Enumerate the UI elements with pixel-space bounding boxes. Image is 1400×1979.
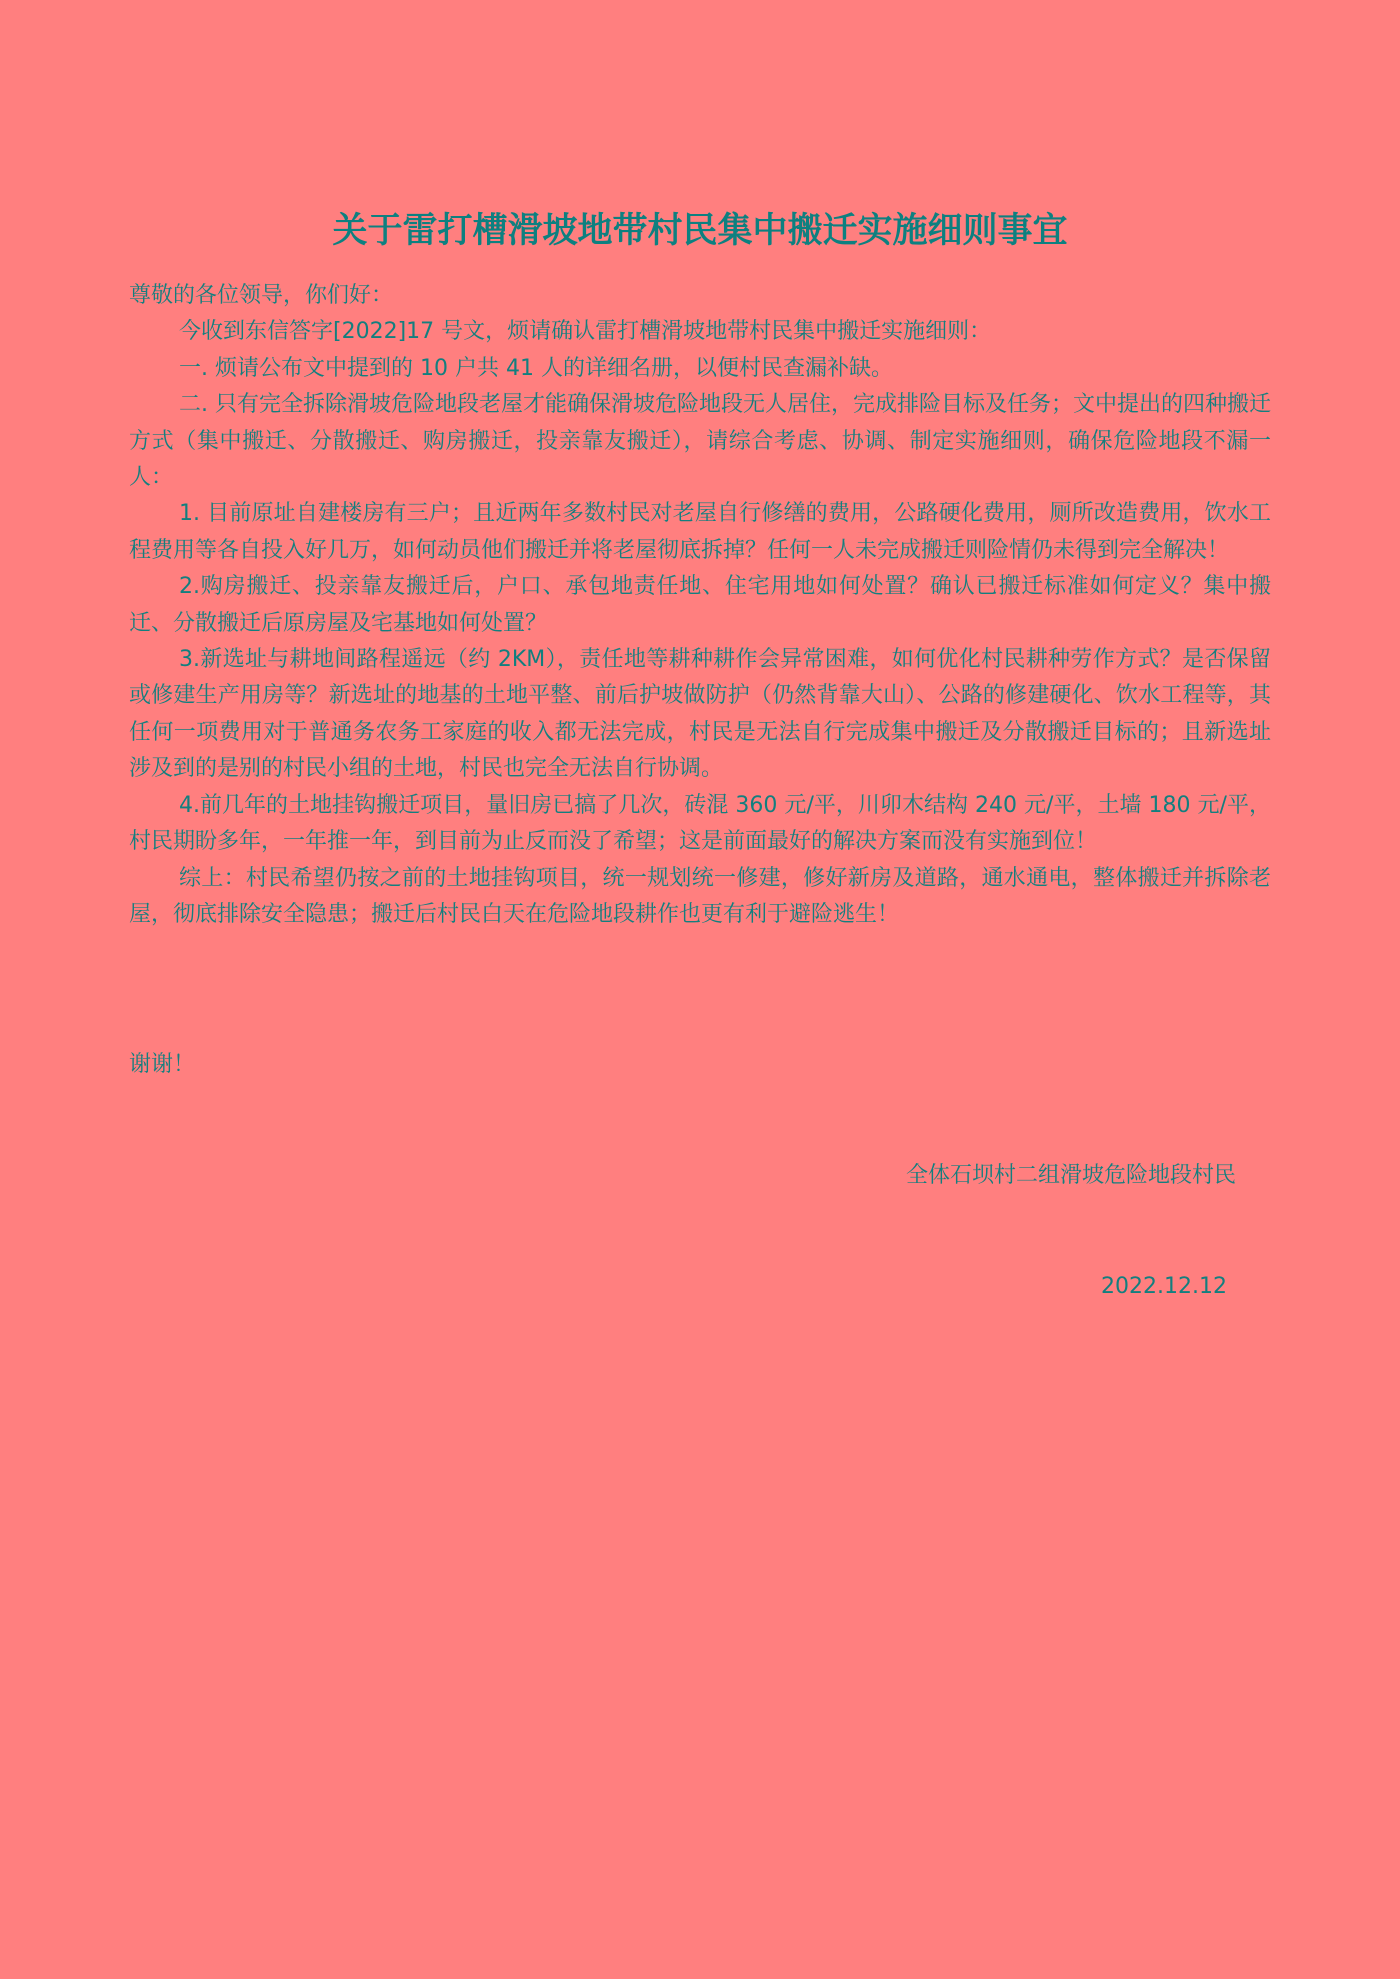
paragraph-point-one: 一. 烦请公布文中提到的 10 户共 41 人的详细名册，以便村民查漏补缺。: [179, 355, 893, 381]
signature: 全体石坝村二组滑坡危险地段村民: [905, 1163, 1236, 1188]
document-title: 关于雷打槽滑坡地带村民集中搬迁实施细则事宜: [332, 211, 1068, 251]
paragraph-item-4: 4.前几年的土地挂钩搬迁项目，量旧房已搞了几次，砖混 360 元/平，川卯木结构 240 元/平，土墙 180 元/平，村民期盼多年，一年推一年，到目前为止反而没了希望；这是前面最好的解决方案而没有实施到位！: [129, 792, 1271, 855]
closing-thanks: 谢谢！: [129, 1052, 196, 1077]
document-body: [129, 278, 1271, 933]
paragraph-item-3: 3.新选址与耕地间路程遥远（约 2KM），责任地等耕种耕作会异常困难，如何优化村民耕种劳作方式？是否保留或修建生产用房等？新选址的地基的土地平整、前后护坡做防护（仍然背靠大山）、公路的修建硬化、饮水工程等，其任何一项费用对于普通务农务工家庭的收入都无法完成，村民是无法自行完成集中搬迁及分散搬迁目标的；且新选址涉及到的是别的村民小组的土地，村民也完全无法自行协调。: [129, 647, 1271, 782]
paragraph-summary: 综上：村民希望仍按之前的土地挂钩项目，统一规划统一修建，修好新房及道路，通水通电，整体搬迁并拆除老屋，彻底排除安全隐患；搬迁后村民白天在危险地段耕作也更有利于避险逃生！: [129, 865, 1271, 927]
salutation: 尊敬的各位领导，你们好：: [129, 283, 394, 308]
paragraph-point-two: 二. 只有完全拆除滑坡危险地段老屋才能确保滑坡危险地段无人居住，完成排险目标及任务；文中提出的四种搬迁方式（集中搬迁、分散搬迁、购房搬迁，投亲靠友搬迁），请综合考虑、协调、制定实施细则，确保危险地段不漏一人：: [129, 392, 1271, 491]
document-date: 2022.12.12: [1101, 1274, 1227, 1299]
paragraph-intro: 今收到东信答字[2022]17 号文，烦请确认雷打槽滑坡地带村民集中搬迁实施细则：: [179, 319, 992, 345]
paragraph-item-2: 2.购房搬迁、投亲靠友搬迁后，户口、承包地责任地、住宅用地如何处置？确认已搬迁标准如何定义？集中搬迁、分散搬迁后原房屋及宅基地如何处置？: [129, 574, 1271, 636]
paragraph-item-1: 1. 目前原址自建楼房有三户；且近两年多数村民对老屋自行修缮的费用，公路硬化费用，厕所改造费用，饮水工程费用等各自投入好几万，如何动员他们搬迁并将老屋彻底拆掉？任何一人未完成搬迁则险情仍未得到完全解决！: [129, 501, 1271, 563]
